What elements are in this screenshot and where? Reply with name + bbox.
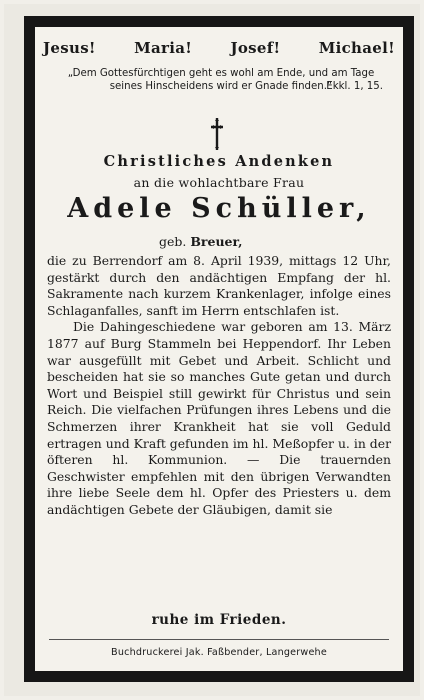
cross-icon	[207, 117, 227, 151]
bible-quote	[55, 67, 393, 93]
invocation-maria: Maria!	[134, 39, 193, 57]
memorial-card	[4, 4, 420, 696]
deceased-name: Adele Schüller,	[67, 193, 371, 224]
black-border-frame	[24, 16, 414, 682]
birth-name	[159, 234, 243, 249]
quote-text: „Dem Gottesfürchtigen geht es wohl am Ende, und am Tage seines Hinscheidens wird er Gnade finden.“	[67, 68, 375, 92]
header-invocation	[43, 39, 395, 57]
printer-imprint: Buchdruckerei Jak. Faßbender, Langerwehe	[111, 647, 327, 658]
obituary-paragraph-1: die zu Berrendorf am 8. April 1939, mittags 12 Uhr, gestärkt durch den andächtigen Empfang der hl. Sakramente nach kurzem Krankenlager, infolge eines Schlaganfalles, sanft im Herrn entschlafen ist.	[47, 253, 391, 318]
heading-title: Christliches Andenken	[103, 153, 335, 170]
closing-line: ruhe im Frieden.	[151, 612, 287, 628]
invocation-jesus: Jesus!	[43, 39, 96, 57]
quote-reference: Ekkl. 1, 15.	[326, 81, 383, 92]
birth-name-value: Breuer,	[190, 234, 243, 249]
birth-name-prefix: geb.	[159, 234, 187, 249]
obituary-paragraph-2: Die Dahingeschiedene war geboren am 13. März 1877 auf Burg Stammeln bei Heppendorf. Ihr Leben war ausgefüllt mit Gebet und Arbeit. Schlicht und bescheiden hat sie so manches Gute getan und durch Wort und Beispiel still gewirkt für Christus und sein Reich. Die vielfachen Prüfungen ihres Lebens und die Schmerzen ihrer Krankheit hat sie voll Geduld ertragen und Kraft gefunden im hl. Meßopfer u. in der öfteren hl. Kommunion. — Die trauernden Geschwister empfehlen mit den übrigen Verwandten ihre liebe Seele dem hl. Opfer des Priesters u. dem andächtigen Gebete der Gläubigen, damit sie	[47, 319, 391, 517]
invocation-josef: Josef!	[230, 39, 281, 57]
obituary-text	[47, 253, 391, 519]
subheading: an die wohlachtbare Frau	[133, 175, 305, 190]
divider	[49, 639, 389, 640]
invocation-michael: Michael!	[318, 39, 395, 57]
